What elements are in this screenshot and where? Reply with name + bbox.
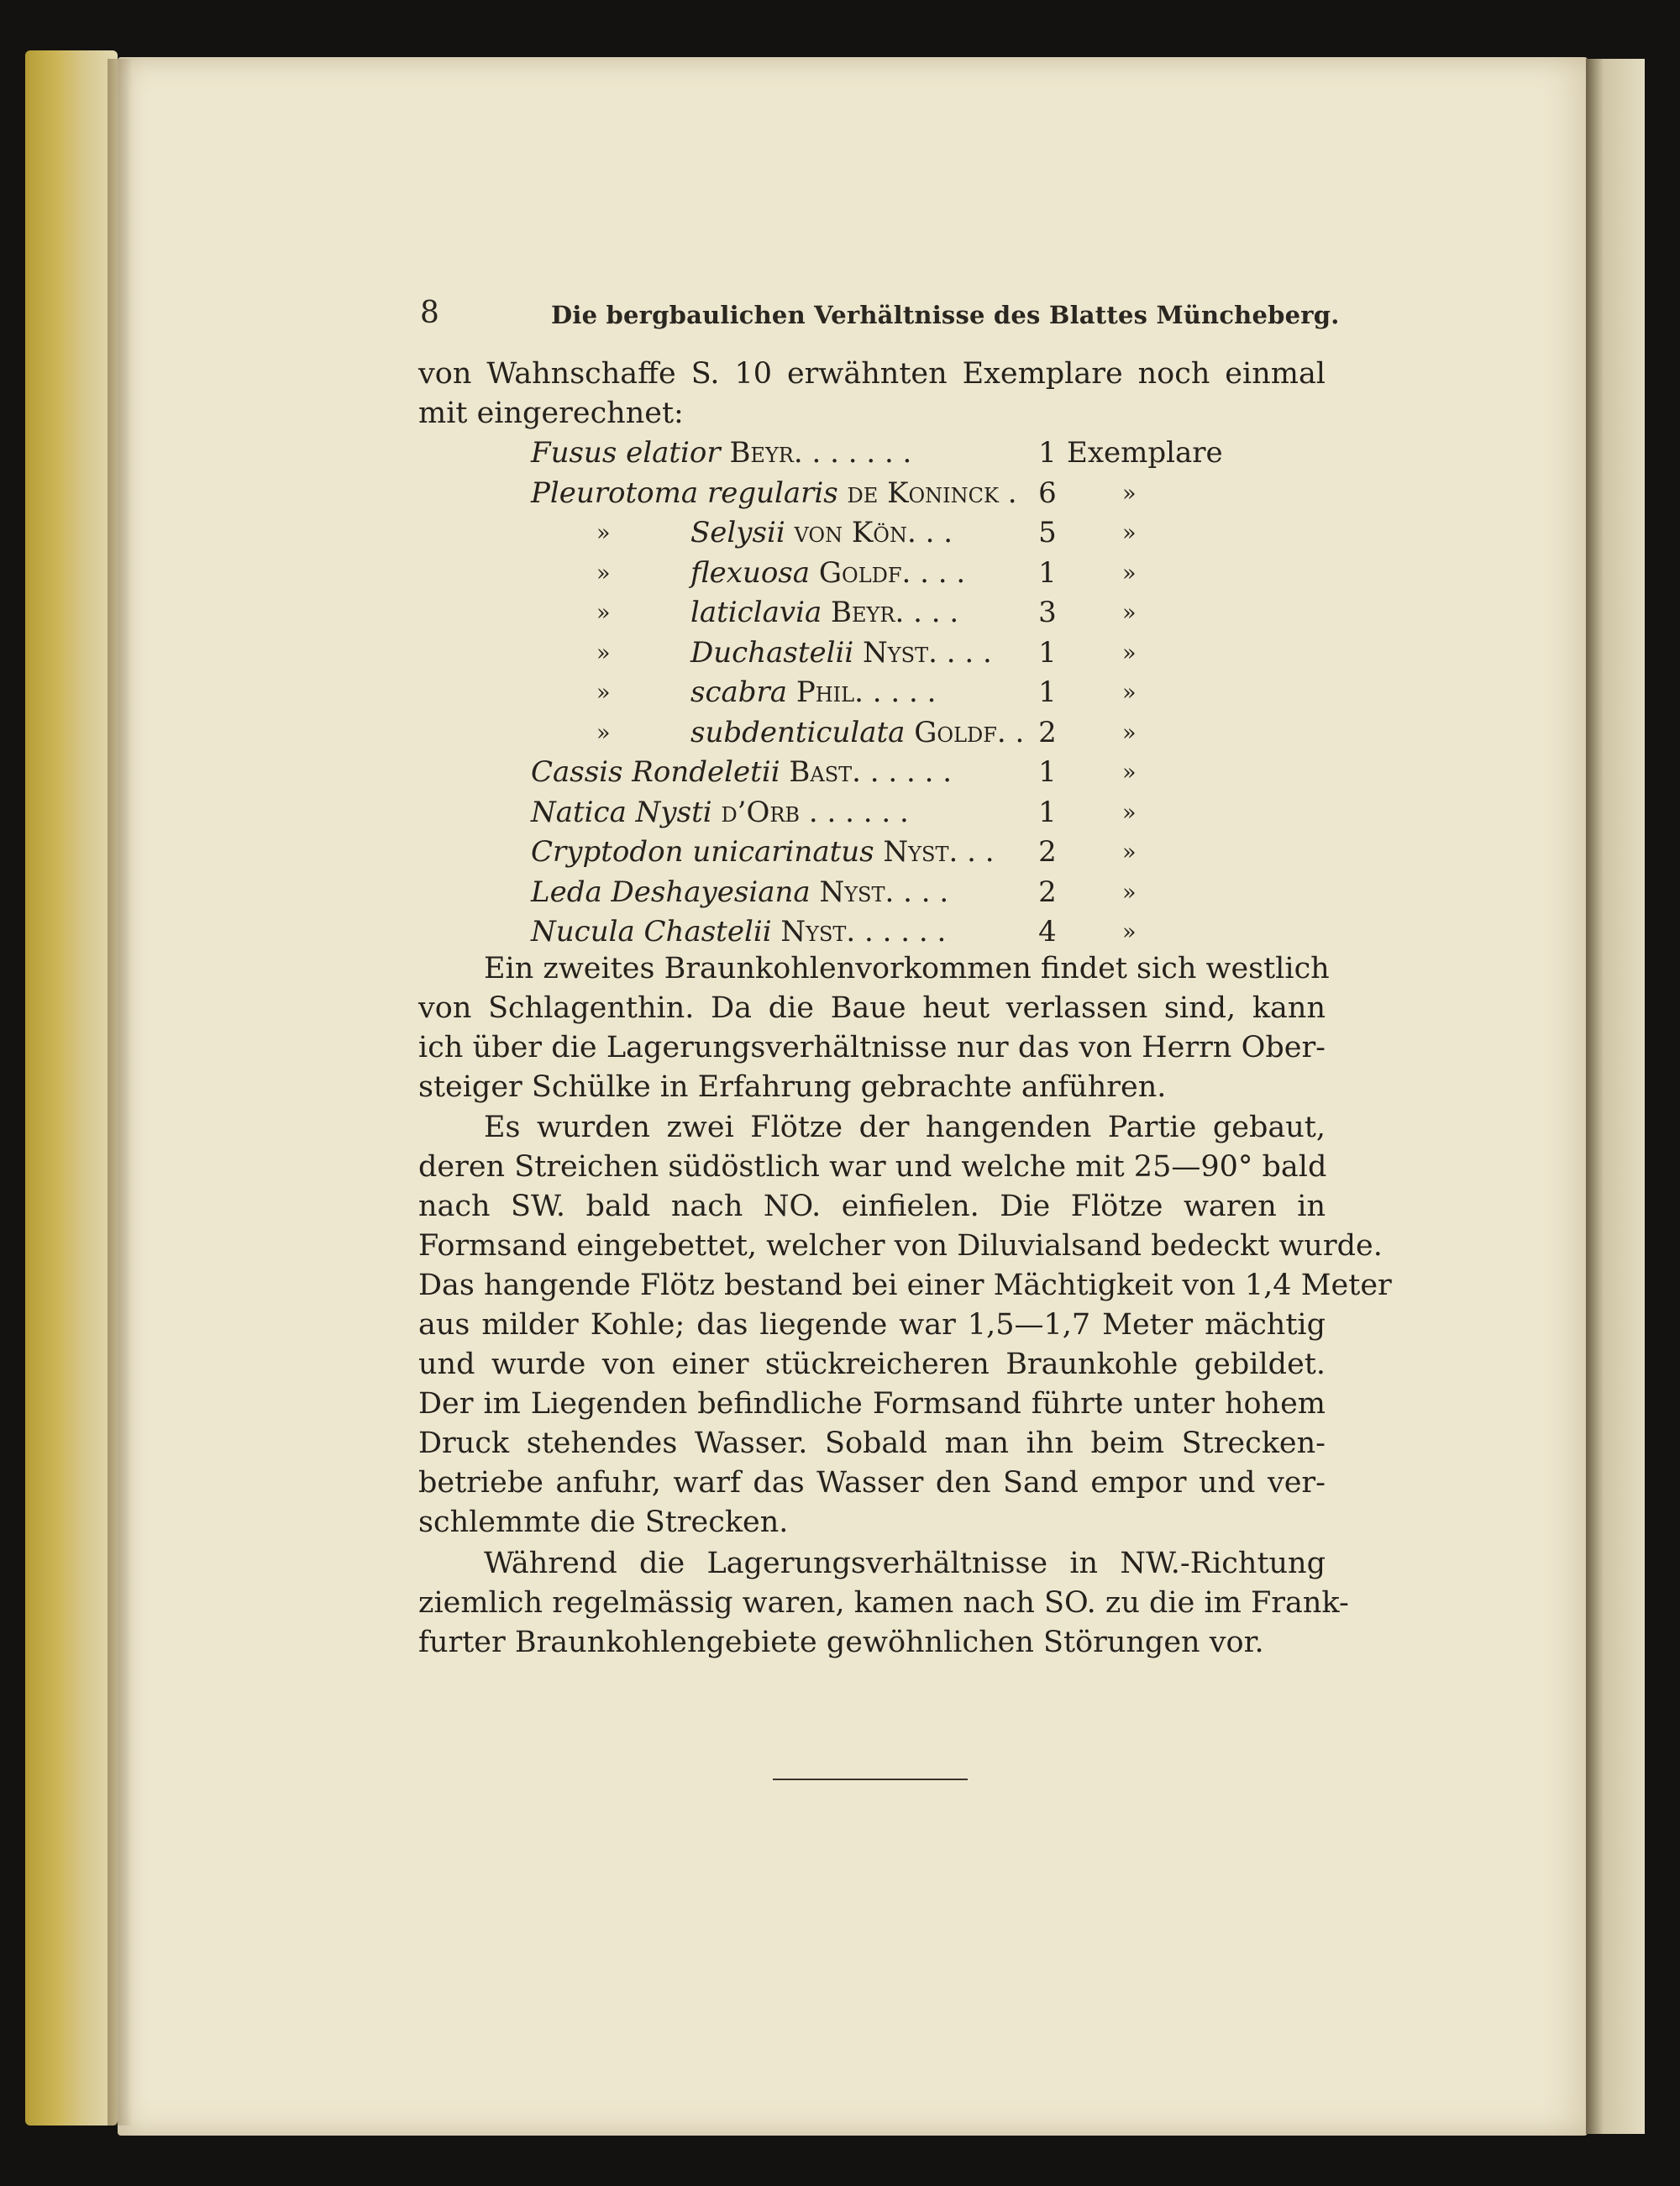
species-name: Natica Nysti xyxy=(531,795,712,829)
leader-dots: . xyxy=(1005,715,1025,749)
text-line: Druck stehendes Wasser. Sobald man ihn beim Strecken- xyxy=(418,1427,1326,1460)
text-line: aus milder Kohle; das liegende war 1,5—1,7 Meter mächtig xyxy=(418,1308,1326,1342)
ditto-mark: » xyxy=(596,639,611,666)
specimen-count: 2 xyxy=(1038,875,1057,909)
species-author: d’Orb xyxy=(721,795,801,829)
species-entry xyxy=(531,793,909,833)
running-title: Die bergbaulichen Verhältnisse des Blattes Müncheberg. xyxy=(551,301,1340,329)
leader-dots: . . . xyxy=(937,635,992,670)
fossil-row xyxy=(418,753,1326,793)
ditto-mark: » xyxy=(1122,520,1137,546)
species-entry xyxy=(531,912,946,953)
gilt-page-edges xyxy=(25,50,118,2126)
fossil-row xyxy=(418,434,1326,474)
ditto-mark: » xyxy=(596,560,611,586)
text-line: schlemmte die Strecken. xyxy=(418,1506,789,1539)
fossil-row xyxy=(418,513,1326,554)
text-line: Während die Lagerungsverhältnisse in NW.-Richtung xyxy=(484,1547,1326,1580)
species-name: Duchastelii xyxy=(690,635,854,670)
species-name: scabra xyxy=(690,675,788,709)
specimen-count: 4 xyxy=(1038,915,1057,948)
text-line: deren Streichen südöstlich war und welche mit 25—90° bald xyxy=(418,1150,1327,1184)
specimen-count: 1 xyxy=(1038,555,1057,590)
fossil-list xyxy=(418,434,1326,953)
species-author: Goldf. xyxy=(914,715,1006,749)
spine-shadow xyxy=(108,59,133,2126)
specimen-count: 6 xyxy=(1038,476,1057,510)
species-author: Goldf. xyxy=(818,555,911,590)
leader-dots: . . . . . xyxy=(855,915,947,948)
species-entry xyxy=(690,673,936,713)
species-entry xyxy=(690,593,958,633)
species-entry xyxy=(690,713,1024,754)
text-line: betriebe anfuhr, warf das Wasser den Sand empor und ver- xyxy=(418,1466,1326,1500)
specimen-count: 3 xyxy=(1038,596,1057,629)
intro-paragraph xyxy=(418,355,1326,434)
species-entry xyxy=(531,434,911,474)
fossil-row xyxy=(418,633,1326,674)
page-header xyxy=(420,296,1340,336)
species-name: Fusus elatior xyxy=(531,436,721,470)
text-line: furter Braunkohlengebiete gewöhnlichen Störungen vor. xyxy=(418,1626,1264,1659)
text-line: Der im Liegenden befindliche Formsand führte unter hohem xyxy=(418,1387,1326,1421)
leader-dots: . . . . . . xyxy=(800,795,909,829)
text-line: ziemlich regelmässig waren, kamen nach SO. zu die im Frank- xyxy=(418,1586,1349,1620)
text-line: Ein zweites Braunkohlenvorkommen findet sich westlich xyxy=(484,952,1330,985)
leader-dots: . . . . xyxy=(863,675,937,709)
species-name: Selysii xyxy=(690,516,785,549)
species-author: Beyr. xyxy=(831,596,905,629)
species-name: Leda Deshayesiana xyxy=(531,875,811,909)
text-line: steiger Schülke in Erfahrung gebrachte anführen. xyxy=(418,1070,1167,1104)
species-name: Pleurotoma regularis xyxy=(531,476,838,510)
end-rule xyxy=(773,1779,968,1780)
species-author: Nyst. xyxy=(863,635,937,670)
leader-dots: . . xyxy=(958,835,995,869)
species-name: Nucula Chastelii xyxy=(531,915,772,948)
paragraph-lagerung xyxy=(418,1544,1349,1663)
species-author: von Kön. xyxy=(794,516,916,549)
species-name: laticlavia xyxy=(690,596,822,629)
specimen-count: 2 xyxy=(1038,715,1057,749)
leader-dots: . . . . . xyxy=(860,755,953,789)
leader-dots: . . . . . . xyxy=(802,436,912,470)
text-line: Es wurden zwei Flötze der hangenden Partie gebaut, xyxy=(484,1111,1326,1144)
species-author: Beyr. xyxy=(729,436,803,470)
fossil-row xyxy=(418,713,1326,754)
unit-label: Exemplare xyxy=(1067,436,1223,470)
leader-dots: . . xyxy=(916,516,953,549)
species-entry xyxy=(531,873,948,913)
species-name: flexuosa xyxy=(690,555,811,590)
species-entry xyxy=(531,833,995,873)
ditto-mark: » xyxy=(1122,839,1137,865)
species-author: Nyst. xyxy=(819,875,895,909)
fossil-row xyxy=(418,833,1326,873)
text-line: und wurde von einer stückreicheren Braunkohle gebildet. xyxy=(418,1348,1326,1381)
species-name: Cassis Rondeletii xyxy=(531,755,780,789)
ditto-mark: » xyxy=(1122,759,1137,786)
species-entry xyxy=(690,633,992,674)
paragraph-braunkohlen xyxy=(418,949,1330,1107)
text-line: von Wahnschaffe S. 10 erwähnten Exemplare noch einmal xyxy=(418,357,1326,391)
species-entry xyxy=(531,753,952,793)
ditto-mark: » xyxy=(596,600,611,626)
specimen-count: 5 xyxy=(1038,516,1057,549)
ditto-mark: » xyxy=(596,520,611,546)
ditto-mark: » xyxy=(1122,919,1137,945)
fossil-row xyxy=(418,912,1326,953)
text-line: von Schlagenthin. Da die Baue heut verlassen sind, kann xyxy=(418,991,1326,1025)
specimen-count: 1 xyxy=(1038,436,1057,470)
species-entry xyxy=(690,554,965,594)
ditto-mark: » xyxy=(1122,600,1137,626)
ditto-mark: » xyxy=(1122,680,1137,706)
ditto-mark: » xyxy=(596,680,611,706)
leader-dots: . . . xyxy=(904,596,959,629)
ditto-mark: » xyxy=(1122,560,1137,586)
fossil-row xyxy=(418,474,1326,514)
paragraph-floetze xyxy=(418,1108,1392,1542)
fossil-row xyxy=(418,873,1326,913)
page-number: 8 xyxy=(420,296,439,330)
text-line: Das hangende Flötz bestand bei einer Mächtigkeit von 1,4 Meter xyxy=(418,1269,1392,1302)
fossil-row xyxy=(418,793,1326,833)
species-author: Nyst. xyxy=(780,915,856,948)
leader-dots: . xyxy=(998,476,1017,510)
facing-page-edge xyxy=(1586,59,1645,2134)
specimen-count: 2 xyxy=(1038,835,1057,869)
fossil-row xyxy=(418,673,1326,713)
text-line: ich über die Lagerungsverhältnisse nur das von Herrn Ober- xyxy=(418,1031,1326,1064)
species-entry xyxy=(531,474,1017,514)
species-name: subdenticulata xyxy=(690,715,906,749)
specimen-count: 1 xyxy=(1038,755,1057,789)
species-name: Cryptodon unicarinatus xyxy=(531,835,874,869)
text-line: mit eingerechnet: xyxy=(418,397,684,430)
species-entry xyxy=(690,513,953,554)
leader-dots: . . . xyxy=(911,555,966,590)
text-line: Formsand eingebettet, welcher von Diluvialsand bedeckt wurde. xyxy=(418,1229,1383,1263)
species-author: de Koninck xyxy=(847,476,999,510)
ditto-mark: » xyxy=(1122,480,1137,507)
specimen-count: 1 xyxy=(1038,635,1057,670)
species-author: Nyst. xyxy=(883,835,958,869)
specimen-count: 1 xyxy=(1038,795,1057,829)
leader-dots: . . . xyxy=(894,875,949,909)
fossil-row xyxy=(418,554,1326,594)
ditto-mark: » xyxy=(1122,639,1137,666)
fossil-row xyxy=(418,593,1326,633)
species-author: Phil. xyxy=(795,675,864,709)
species-author: Bast. xyxy=(789,755,861,789)
text-line: nach SW. bald nach NO. einfielen. Die Flötze waren in xyxy=(418,1190,1326,1223)
ditto-mark: » xyxy=(1122,799,1137,826)
ditto-mark: » xyxy=(1122,879,1137,906)
ditto-mark: » xyxy=(596,719,611,746)
ditto-mark: » xyxy=(1122,719,1137,746)
specimen-count: 1 xyxy=(1038,675,1057,709)
